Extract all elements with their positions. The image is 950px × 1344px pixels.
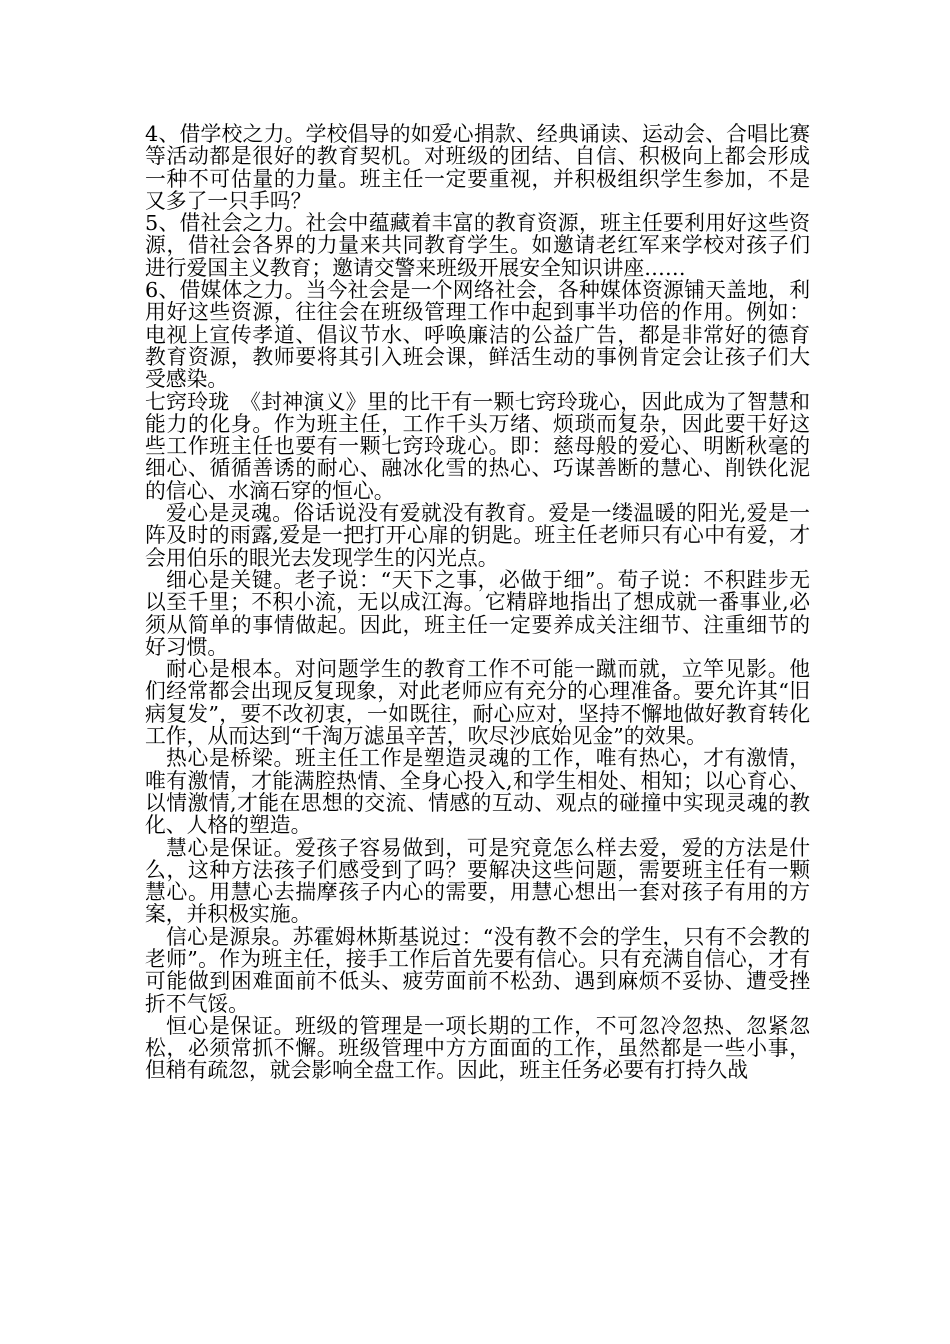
paragraph-confidence: 信心是源泉。苏霍姆林斯基说过：“没有教不会的学生，只有不会教的老师”。作为班主任，接手工作后首先要有信心。只有充满自信心，才有可能做到困难面前不低头、疲劳面前不松劲、遇到麻烦不妥协、遭受挫折不气馁。 bbox=[145, 924, 810, 1016]
paragraph-wisdom: 慧心是保证。爱孩子容易做到，可是究竟怎么样去爱，爱的方法是什么，这种方法孩子们感受到了吗？要解决这些问题，需要班主任有一颗慧心。用慧心去揣摩孩子内心的需要，用慧心想出一套对孩子有用的方案，并积极实施。 bbox=[145, 835, 810, 927]
paragraph-perseverance: 恒心是保证。班级的管理是一项长期的工作，不可忽冷忽热、忽紧忽松，必须常抓不懈。班级管理中方方面面的工作，虽然都是一些小事，但稍有疏忽，就会影响全盘工作。因此，班主任务必要有打持久战 bbox=[145, 1013, 810, 1083]
paragraph-school-support: 4、借学校之力。学校倡导的如爱心捐款、经典诵读、运动会、合唱比赛等活动都是很好的教育契机。对班级的团结、自信、积极向上都会形成一种不可估量的力量。班主任一定要重视，并积极组织学生参加，不是又多了一只手吗？ bbox=[145, 122, 810, 213]
paragraph-carefulness: 细心是关键。老子说：“天下之事，必做于细”。荀子说：不积跬步无以至千里；不积小流，无以成江海。它精辟地指出了想成就一番事业,必须从简单的事情做起。因此，班主任一定要养成关注细节、注重细节的好习惯。 bbox=[145, 567, 810, 659]
paragraph-love: 爱心是灵魂。俗话说没有爱就没有教育。爱是一缕温暖的阳光,爱是一阵及时的雨露,爱是一把打开心扉的钥匙。班主任老师只有心中有爱，才会用伯乐的眼光去发现学生的闪光点。 bbox=[145, 501, 810, 570]
paragraph-society-support: 5、借社会之力。社会中蕴藏着丰富的教育资源，班主任要利用好这些资源，借社会各界的力量来共同教育学生。如邀请老红军来学校对孩子们进行爱国主义教育；邀请交警来班级开展安全知识讲座…… bbox=[145, 211, 810, 280]
paragraph-patience: 耐心是根本。对问题学生的教育工作不可能一蹴而就，立竿见影。他们经常都会出现反复现象，对此老师应有充分的心理准备。要允许其“旧病复发”，要不改初衷，一如既往，耐心应对，坚持不懈地做好教育转化工作，从而达到“千淘万滤虽辛苦，吹尽沙底始见金”的效果。 bbox=[145, 657, 810, 749]
paragraph-enthusiasm: 热心是桥梁。班主任工作是塑造灵魂的工作，唯有热心，才有激情，唯有激情，才能满腔热情、全身心投入,和学生相处、相知；以心育心、以情激情,才能在思想的交流、情感的互动、观点的碰撞中实现灵魂的教化、人格的塑造。 bbox=[145, 746, 810, 838]
paragraph-media-support: 6、借媒体之力。当今社会是一个网络社会，各种媒体资源铺天盖地，利用好这些资源，往往会在班级管理工作中起到事半功倍的作用。例如：电视上宣传孝道、倡议节水、呼唤廉洁的公益广告，都是非常好的德育教育资源，教师要将其引入班会课，鲜活生动的事例肯定会让孩子们大受感染。 bbox=[145, 278, 810, 392]
paragraph-seven-hearts-intro: 七窍玲珑 《封神演义》里的比干有一颗七窍玲珑心，因此成为了智慧和能力的化身。作为班主任，工作千头万绪、烦琐而复杂，因此要干好这些工作班主任也要有一颗七窍玲珑心。即：慈母般的爱心、明断秋毫的细心、循循善诱的耐心、融冰化雪的热心、巧谋善断的慧心、削铁化泥的信心、水滴石穿的恒心。 bbox=[145, 389, 810, 503]
document-body bbox=[145, 123, 810, 1082]
